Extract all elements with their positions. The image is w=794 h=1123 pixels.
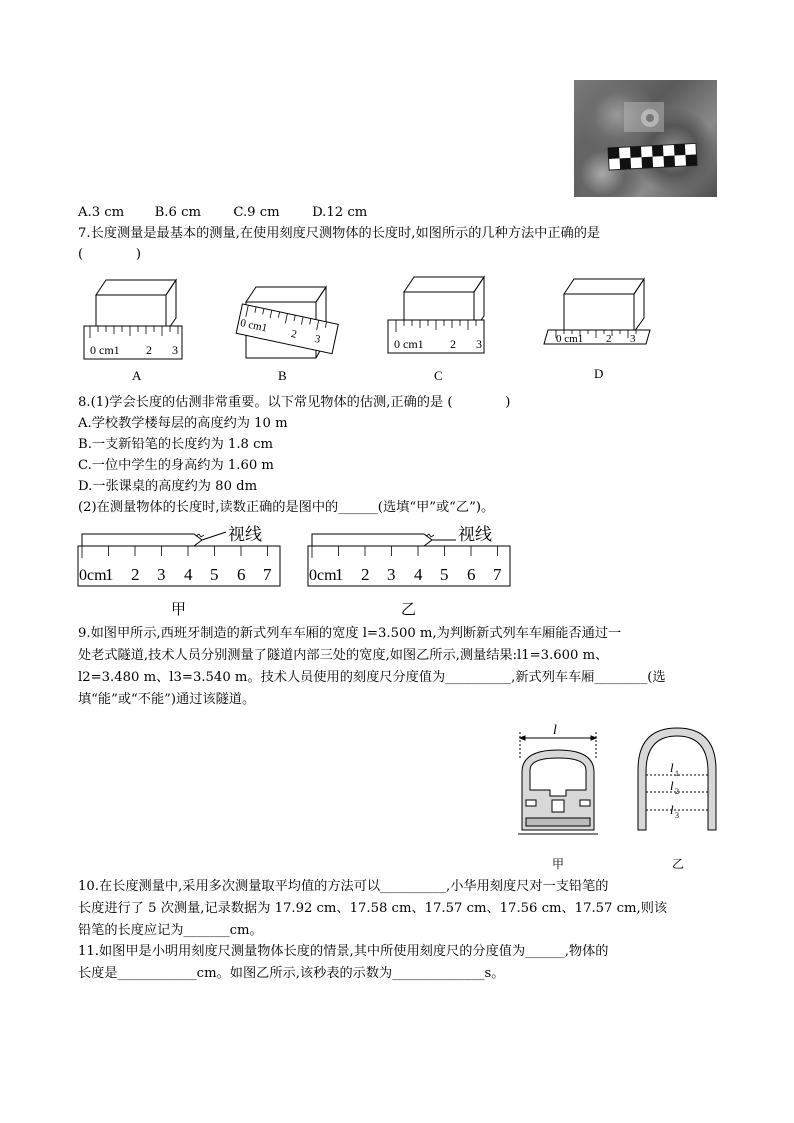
q9-train-figure <box>518 732 598 834</box>
q8-figures <box>76 522 516 620</box>
q9-question-line2: 处老式隧道,技术人员分别测量了隧道内部三处的宽度,如图乙所示,测量结果:l1=3.600 m、 <box>78 648 609 663</box>
q8-yi-tick-7: 7 <box>493 565 502 584</box>
q8-jia-tick-4: 4 <box>184 565 193 584</box>
q8-jia-tick-5: 5 <box>210 565 219 584</box>
q7-b-ruler-3: 3 <box>313 332 322 346</box>
q7-figures <box>78 270 678 390</box>
q11-question-line2: 长度是____________cm。如图乙所示,该秒表的示数为______________s。 <box>78 966 505 981</box>
q8-label-yi: 乙 <box>401 602 417 618</box>
q7-a-ruler-label: 0 cm1 <box>90 343 120 357</box>
q11-question-line1: 11.如图甲是小明用刻度尺测量物体长度的情景,其中所使用刻度尺的分度值为______,物体的 <box>78 944 609 959</box>
q8-jia-tick-3: 3 <box>157 565 166 584</box>
q9-question-line4: 填“能”或“不能”)通过该隧道。 <box>78 692 256 707</box>
q7-label-d: D <box>594 366 604 381</box>
q8-yi-tick-1: 1 <box>335 565 344 584</box>
q6-options <box>78 203 367 223</box>
q9-label-yi: 乙 <box>672 857 685 871</box>
q8-question-line2: (2)在测量物体的长度时,读数正确的是图中的______(选填“甲”或“乙”)。 <box>78 500 495 515</box>
q7-question-line1: 7.长度测量是最基本的测量,在使用刻度尺测物体的长度时,如图所示的几种方法中正确的是 <box>78 226 601 241</box>
q8-option-a: A.学校教学楼每层的高度约为 10 m <box>78 416 288 431</box>
q6-option-c: C.9 cm <box>233 205 280 220</box>
q6-photo-measuring-object <box>574 80 717 197</box>
q7-b-ruler-label: 0 cm1 <box>239 317 269 335</box>
q7-c-ruler-3: 3 <box>476 337 482 351</box>
q8-jia-tick-1: 1 <box>105 565 114 584</box>
q8-yi-tick-5: 5 <box>440 565 449 584</box>
q9-label-jia: 甲 <box>552 857 565 871</box>
q8-option-d: D.一张课桌的高度约为 80 dm <box>78 479 258 494</box>
q8-label-jia: 甲 <box>171 602 187 618</box>
q8-yi-tick-3: 3 <box>387 565 396 584</box>
q7-label-c: C <box>434 368 443 383</box>
q7-b-ruler-2: 2 <box>290 327 298 341</box>
q8-jia-tick-0: 0cm <box>79 567 107 584</box>
q8-jia-tick-7: 7 <box>263 565 272 584</box>
q8-question-line1: 8.(1)学会长度的估测非常重要。以下常见物体的估测,正确的是 ( ) <box>78 395 511 410</box>
q9-l2-label: l <box>670 778 674 793</box>
q7-a-ruler-2: 2 <box>146 343 152 357</box>
q8-yi-sight-label: 视线 <box>458 525 492 544</box>
q8-option-b: B.一支新铅笔的长度约为 1.8 cm <box>78 437 274 452</box>
q10-question-line3: 铅笔的长度应记为_______cm。 <box>78 923 263 938</box>
photo-overlay <box>574 80 717 197</box>
q7-label-b: B <box>278 368 287 383</box>
q8-jia-sight-label: 视线 <box>228 525 262 544</box>
q8-yi-tick-0: 0cm <box>309 567 337 584</box>
q9-l1-subscript: 1 <box>675 769 679 778</box>
q9-train-width-label: l <box>553 723 557 738</box>
q8-option-c: C.一位中学生的身高约为 1.60 m <box>78 458 274 473</box>
q7-c-ruler-label: 0 cm1 <box>394 337 424 351</box>
q9-l1-label: l <box>670 760 674 775</box>
q7-d-ruler-label: 0 cm1 <box>556 333 584 345</box>
q7-d-ruler-3: 3 <box>630 333 636 345</box>
q9-question-line3: l2=3.480 m、l3=3.540 m。技术人员使用的刻度尺分度值为__________,新式列车车厢________(选 <box>78 670 666 685</box>
q7-question-line2: ( ) <box>78 247 142 262</box>
q6-option-d: D.12 cm <box>312 205 368 220</box>
q10-question-line1: 10.在长度测量中,采用多次测量取平均值的方法可以__________,小华用刻度尺对一支铅笔的 <box>78 879 609 894</box>
q10-question-line2: 长度进行了 5 次测量,记录数据为 17.92 cm、17.58 cm、17.57 cm、17.56 cm、17.57 cm,则该 <box>78 901 668 916</box>
q7-label-a: A <box>132 368 142 383</box>
q8-yi-tick-4: 4 <box>414 565 423 584</box>
q9-l3-subscript: 3 <box>675 811 679 820</box>
q9-l3-label: l <box>670 802 674 817</box>
q8-yi-tick-2: 2 <box>361 565 370 584</box>
q7-c-ruler-2: 2 <box>450 337 456 351</box>
q6-option-b: B.6 cm <box>154 205 201 220</box>
q9-question-line1: 9.如图甲所示,西班牙制造的新式列车车厢的宽度 l=3.500 m,为判断新式列车车厢能否通过一 <box>78 626 622 641</box>
q8-jia-tick-6: 6 <box>237 565 246 584</box>
q9-figures <box>512 720 722 876</box>
q8-jia-tick-2: 2 <box>131 565 140 584</box>
q6-option-a: A.3 cm <box>78 205 125 220</box>
q7-a-ruler-3: 3 <box>172 343 178 357</box>
q7-d-ruler-2: 2 <box>606 333 612 345</box>
q9-l2-subscript: 2 <box>675 787 679 796</box>
q8-yi-tick-6: 6 <box>467 565 476 584</box>
